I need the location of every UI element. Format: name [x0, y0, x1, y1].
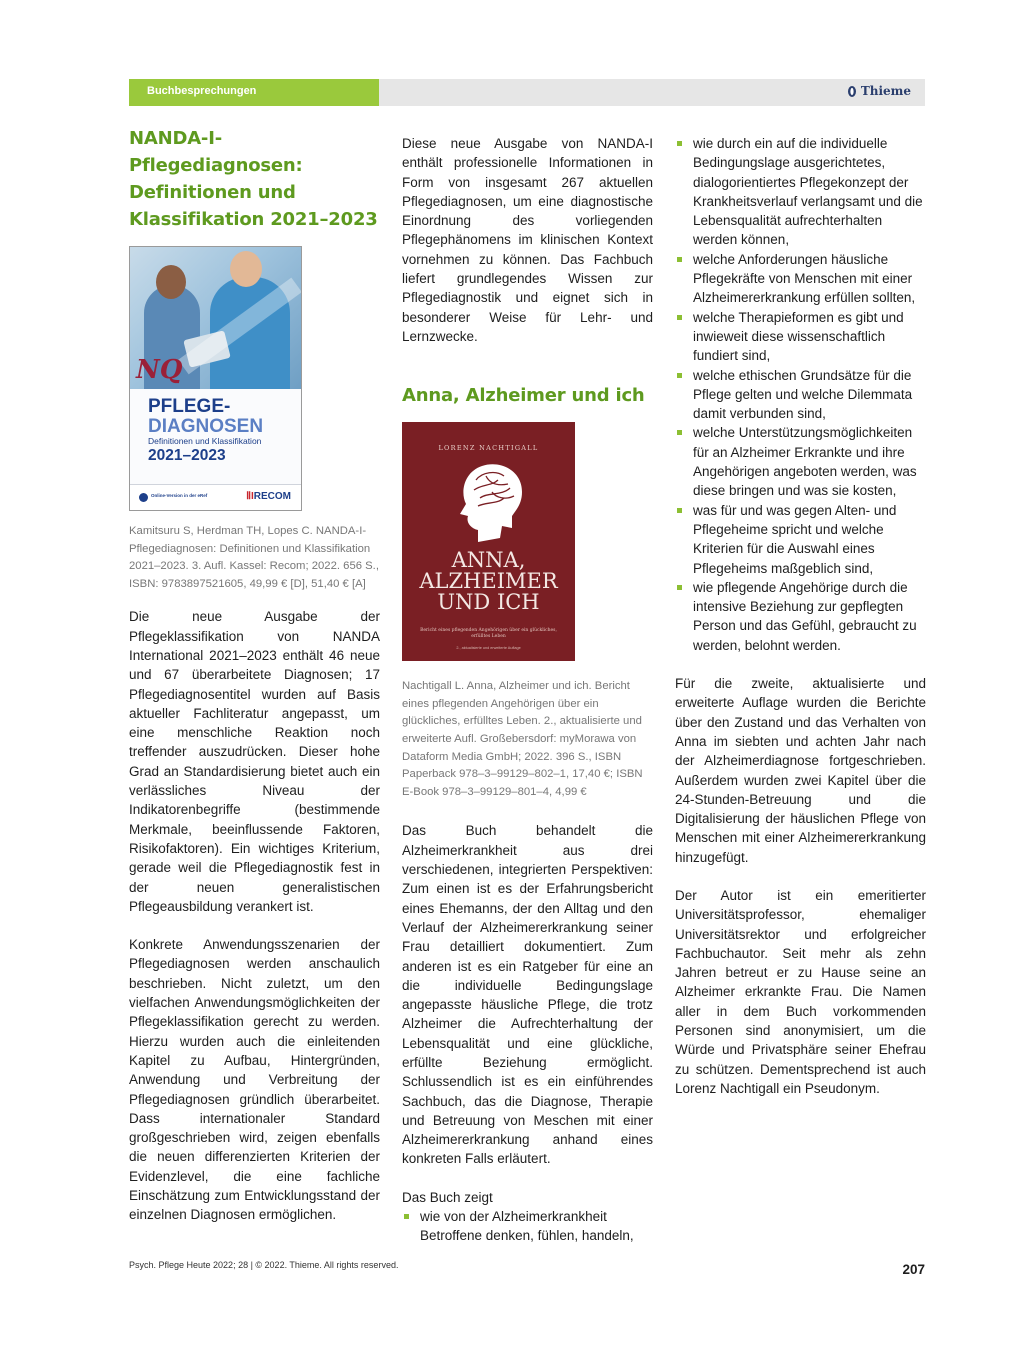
nanda-logo: NQ [136, 355, 183, 385]
list-item: welche ethischen Grundsätze für die Pflege gelten und welche Dilemmata damit verbunden sind, [675, 366, 926, 424]
section-header-bar [129, 79, 925, 106]
list-item: wie durch ein auf die individuelle Bedingungslage ausgerichtetes, dialogorientiertes Pflegekonzept der Krankheitsverlauf verlangsamt und die Lebensqualität aufrechterhalten werden können, [675, 134, 926, 250]
column-1 [129, 125, 380, 1225]
cover-subtitle: Definitionen und Klassifikation [148, 436, 262, 446]
book-cover-pflegediagnosen [129, 246, 302, 511]
list-item: wie pflegende Angehörige durch die intensive Beziehung zur gepflegten Person und das Gefühl, gebraucht zu werden, belohnt werden. [675, 578, 926, 655]
feature-list [402, 1207, 653, 1246]
review2-intro: Das Buch behandelt die Alzheimerkrankheit aus drei verschiedenen, integrierten Perspektiven: Zum einen ist es der Erfahrungsbericht eines Ehemanns, der den Alltag und den Verlauf der Alzheimererkrankung seiner Frau detailliert dokumentiert. Zum anderen ist es ein Ratgeber für eine an die individuelle Bedingungslage angepasste häusliche Pflege, die trotz Alzheimer die Aufrechterhaltung der Lebensqualität und eine glückliche, erfüllte Beziehung ermöglicht. Schlussendlich ist es ein einführendes Sachbuch, das die Diagnose, Therapie und Betreuung von Meschen mit einer Alzheimererkrankung anhand eines konkreten Falls erläutert. [402, 823, 653, 1167]
review1-citation: Kamitsuru S, Herdman TH, Lopes C. NANDA-I-Pflegediagnosen: Definitionen und Klassifikation 2021–2023. 3. Aufl. Kassel: Recom; 2022. 656 S., ISBN: 9783897521605, 49,99 € [D], 51,40 € [A] [129, 525, 379, 590]
review2-paragraph: Für die zweite, aktualisierte und erweiterte Auflage wurden die Berichte über den Zustand und das Verhalten von Anna im siebten und achten Jahr nach der Alzheimerdiagnose fortgeschrieben. Außerdem wurden zwei Kapitel über die 24-Stunden-Betreuung und die Digitalisierung der häuslichen Pflege von Menschen mit einer Alzheimererkrankung hinzugefügt. [675, 676, 926, 865]
review1-title-line: NANDA-I-Pflegediagnosen: [129, 128, 303, 176]
head-brain-icon [452, 462, 528, 544]
section-tab [129, 79, 379, 106]
review1-paragraph: Diese neue Ausgabe von NANDA-I enthält professionelle Informationen in Form von insgesamt 267 aktuellen Pflegediagnosen, um eine diagnostische Einordnung des vorliegenden Pflegephänomens im klinischen Kontext vornehmen zu können. Das Fachbuch liefert grundlegendes Wissen zur Pflegediagnostik und eignet sich in besonderer Weise für Lehr- und Lernzwecke. [402, 136, 653, 344]
page-number: 207 [902, 1262, 925, 1277]
journal-footer: Psych. Pflege Heute 2022; 28 | © 2022. Thieme. All rights reserved. [129, 1260, 399, 1270]
list-intro: Das Buch zeigt [402, 1189, 493, 1205]
thieme-logo-icon [847, 85, 857, 98]
publisher-logo-text: Thieme [860, 84, 911, 98]
list-item: wie von der Alzheimerkrankheit Betroffene denken, fühlen, handeln, [402, 1207, 653, 1246]
cover-title-line: ANNA, [451, 548, 526, 573]
feature-list-continued [675, 134, 926, 655]
recom-logo: ⅡIRECOM [246, 491, 291, 502]
review2-title: Anna, Alzheimer und ich [402, 385, 645, 407]
section-label: Buchbesprechungen [147, 85, 257, 97]
review1-paragraph: Die neue Ausgabe der Pflegeklassifikation von NANDA International 2021–2023 enthält 46 neue und 67 überarbeitete Diagnosen; 17 Pflegediagnosentitel wurden auf Basis aktueller Fachliteratur angepasst, um eine menschliche Reaktion noch treffender auszudrücken. Dieser hohe Grad an Standardisierung bietet auch ein verlässliches Niveau der Indikatorenbegriffe (bestimmende Merkmale, beeinflussende Faktoren, Risikofaktoren). Ein wichtiges Kriterium, gerade weil die Pflegediagnostik fest in der neuen generalistischen Pflegeausbildung verankert ist. [129, 609, 380, 914]
review2-citation: Nachtigall L. Anna, Alzheimer und ich. Bericht eines pflegenden Angehörigen über ein glückliches, erfülltes Leben. 2., aktualisierte und erweiterte Aufl. Großebersdorf: myMorawa von Dataform Media GmbH; 2022. 396 S., ISBN Paperback 978–3–99129–802–1, 17,40 €; ISBN E-Book 978–3–99129–801–4, 4,99 € [402, 680, 643, 798]
book-cover-anna-alzheimer [402, 422, 575, 661]
review2-paragraph: Der Autor ist ein emeritierter Universitätsprofessor, ehemaliger Universitätsrektor und erfolgreicher Fachbuchautor. Seit mehr als zehn Jahren betreut er zu Hause seine an Alzheimer erkrankte Frau. Die Namen aller in dem Buch vorkommenden Personen sind anonymisiert, um die Würde und Privatsphäre seiner Ehefrau zu schützen. Dementsprechend ist auch Lorenz Nachtigall ein Pseudonym. [675, 887, 926, 1096]
list-item: was für und was gegen Alten- und Pflegeheime spricht und welche Kriterien für die Auswahl eines Pflegeheims maßgeblich sind, [675, 501, 926, 578]
cover-title-line: ALZHEIMER [419, 569, 558, 594]
cover-title-line1: PFLEGE- [148, 396, 231, 417]
cover-bottom-bar [130, 484, 301, 510]
review1-title-line: Klassifikation 2021–2023 [129, 209, 378, 230]
cover-title [402, 550, 575, 613]
review1-title-line: Definitionen und [129, 182, 296, 203]
cover-title-line2: DIAGNOSEN [148, 416, 264, 437]
cover-author: LORENZ NACHTIGALL [438, 444, 539, 453]
cover-edition: 2., aktualisierte und erweiterte Auflage [456, 646, 521, 651]
list-item: welche Anforderungen häusliche Pflegekräfte von Menschen mit einer Alzheimererkrankung erfüllen sollten, [675, 250, 926, 308]
list-item: welche Therapieformen es gibt und inwieweit diese wissenschaftlich fundiert sind, [675, 308, 926, 366]
column-2 [402, 134, 653, 1246]
recom-logo-text: RECOM [253, 491, 291, 502]
online-icon [139, 493, 148, 502]
cover-subtitle: Bericht eines pflegenden Angehörigen über ein glückliches, erfülltes Leben [420, 628, 557, 640]
cover-title-line: UND ICH [437, 590, 540, 615]
cover-years: 2021–2023 [148, 447, 226, 464]
cover-online-note: Online-Version in der eRef [151, 493, 208, 498]
review1-paragraph: Konkrete Anwendungsszenarien der Pflegediagnosen werden anschaulich beschrieben. Nicht zuletzt, um den vielfachen Anwendungsmöglichkeiten der Pflegeklassifikation gerecht zu werden. Hierzu wurden auch die einleitenden Kapitel zu Aufbau, Hintergründen, Anwendung und Verbreitung der Pflegediagnosen gründlich überarbeitet. Dass internationaler Standard großgeschrieben wird, zeigen ebenfalls die neuen differenzierten Kriterien der Evidenzlevel, die eine fachliche Einschätzung zum Entwicklungsstand der einzelnen Diagnosen ermöglichen. [129, 937, 380, 1223]
list-item: welche Unterstützungsmöglichkeiten für an Alzheimer Erkrankte und ihre Angehörigen angeboten werden, was diese bringen und was sie kosten, [675, 423, 926, 500]
review1-title [129, 125, 380, 233]
column-3 [675, 134, 926, 1098]
publisher-logo [847, 84, 911, 98]
